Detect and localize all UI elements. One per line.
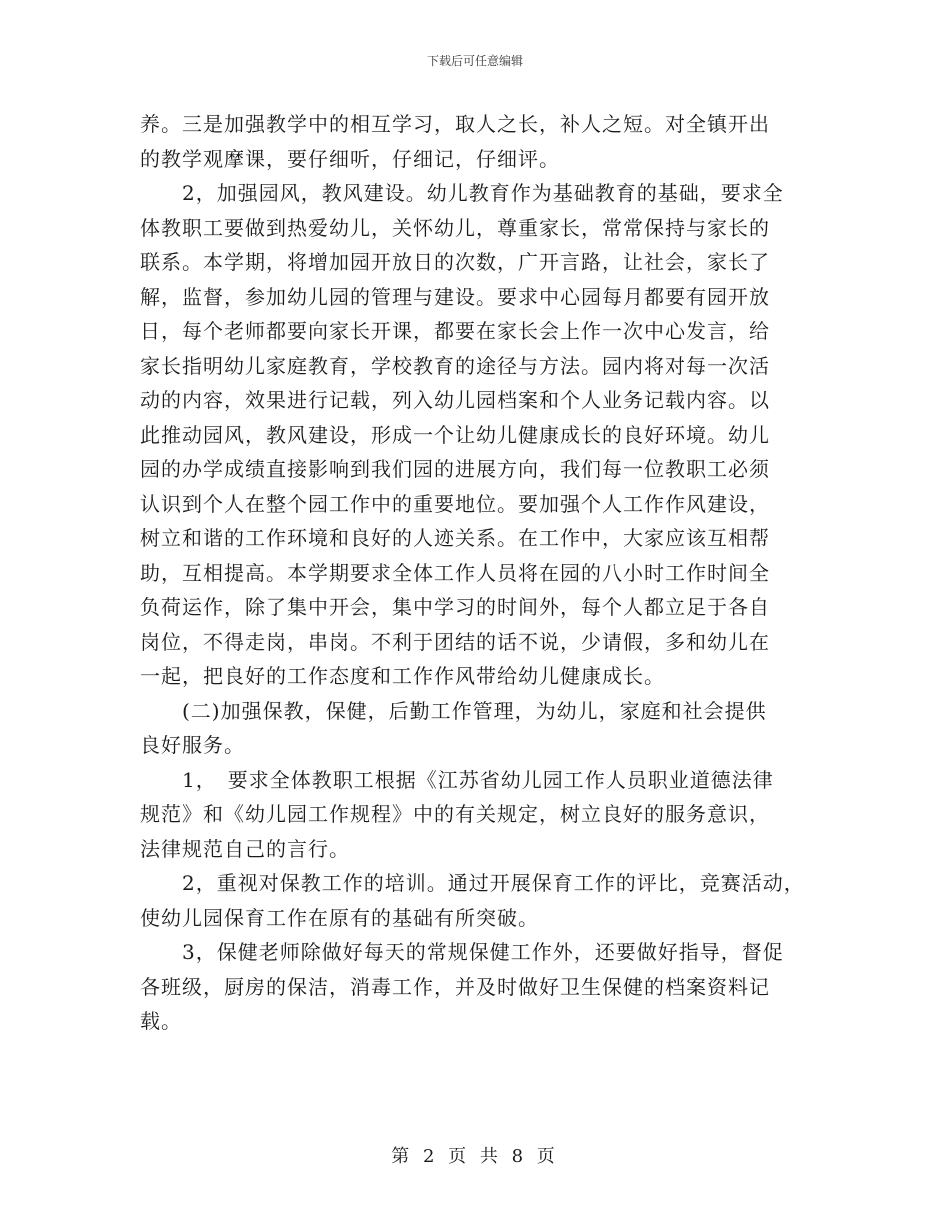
text-line: 使幼儿园保育工作在原有的基础有所突破。 <box>140 905 539 930</box>
text-line: 的教学观摩课，要仔细听，仔细记，仔细评。 <box>140 146 560 171</box>
text-line: 负荷运作，除了集中开会，集中学习的时间外，每个人都立足于各自 <box>140 595 770 619</box>
text-line: 树立和谐的工作环境和良好的人迹关系。在工作中，大家应该互相帮 <box>140 526 770 550</box>
text-line: 良好服务。 <box>140 733 245 757</box>
text-line: 日，每个老师都要向家长开课，都要在家长会上作一次中心发言，给 <box>140 319 770 343</box>
text-line: 助，互相提高。本学期要求全体工作人员将在园的八小时工作时间全 <box>140 560 770 585</box>
text-line: 法律规范自己的言行。 <box>140 836 350 861</box>
text-line: 岗位，不得走岗，串岗。不利于团结的话不说，少请假，多和幼儿在 <box>140 629 770 654</box>
text-line: (二)加强保教，保健，后勤工作管理，为幼儿，家庭和社会提供 <box>140 698 767 723</box>
text-line: 动的内容，效果进行记载，列入幼儿园档案和个人业务记载内容。以 <box>140 388 770 412</box>
text-line: 此推动园风，教风建设，形成一个让幼儿健康成长的良好环境。幼儿 <box>140 422 770 447</box>
text-line: 养。三是加强教学中的相互学习，取人之长，补人之短。对全镇开出 <box>140 112 770 136</box>
text-line: 联系。本学期，将增加园开放日的次数，广开言路，让社会，家长了 <box>140 250 770 274</box>
page-footer: 第 2 页 共 8 页 <box>391 1146 559 1167</box>
text-line: 各班级，厨房的保洁，消毒工作，并及时做好卫生保健的档案资料记 <box>140 974 770 999</box>
body-text <box>140 107 820 1039</box>
text-line: 规范》和《幼儿园工作规程》中的有关规定，树立良好的服务意识， <box>140 802 770 826</box>
text-line: 体教职工要做到热爱幼儿，关怀幼儿，尊重家长，常常保持与家长的 <box>140 215 770 240</box>
text-line: 1， 要求全体教职工根据《江苏省幼儿园工作人员职业道德法律 <box>140 767 774 792</box>
text-line: 认识到个人在整个园工作中的重要地位。要加强个人工作作风建设， <box>140 491 770 516</box>
text-line: 载。 <box>140 1009 182 1033</box>
text-line: 3，保健老师除做好每天的常规保健工作外，还要做好指导，督促 <box>140 940 784 964</box>
text-line: 园的办学成绩直接影响到我们园的进展方向，我们每一位教职工必须 <box>140 457 770 481</box>
text-line: 解，监督，参加幼儿园的管理与建设。要求中心园每月都要有园开放 <box>140 284 770 309</box>
text-line: 2，重视对保教工作的培训。通过开展保育工作的评比，竞赛活动， <box>140 871 805 895</box>
page-header: 下载后可任意编辑 <box>426 54 523 68</box>
text-line: 家长指明幼儿家庭教育，学校教育的途径与方法。园内将对每一次活 <box>140 353 770 378</box>
text-line: 一起，把良好的工作态度和工作作风带给幼儿健康成长。 <box>140 664 665 688</box>
text-line: 2，加强园风，教风建设。幼儿教育作为基础教育的基础，要求全 <box>140 181 784 205</box>
